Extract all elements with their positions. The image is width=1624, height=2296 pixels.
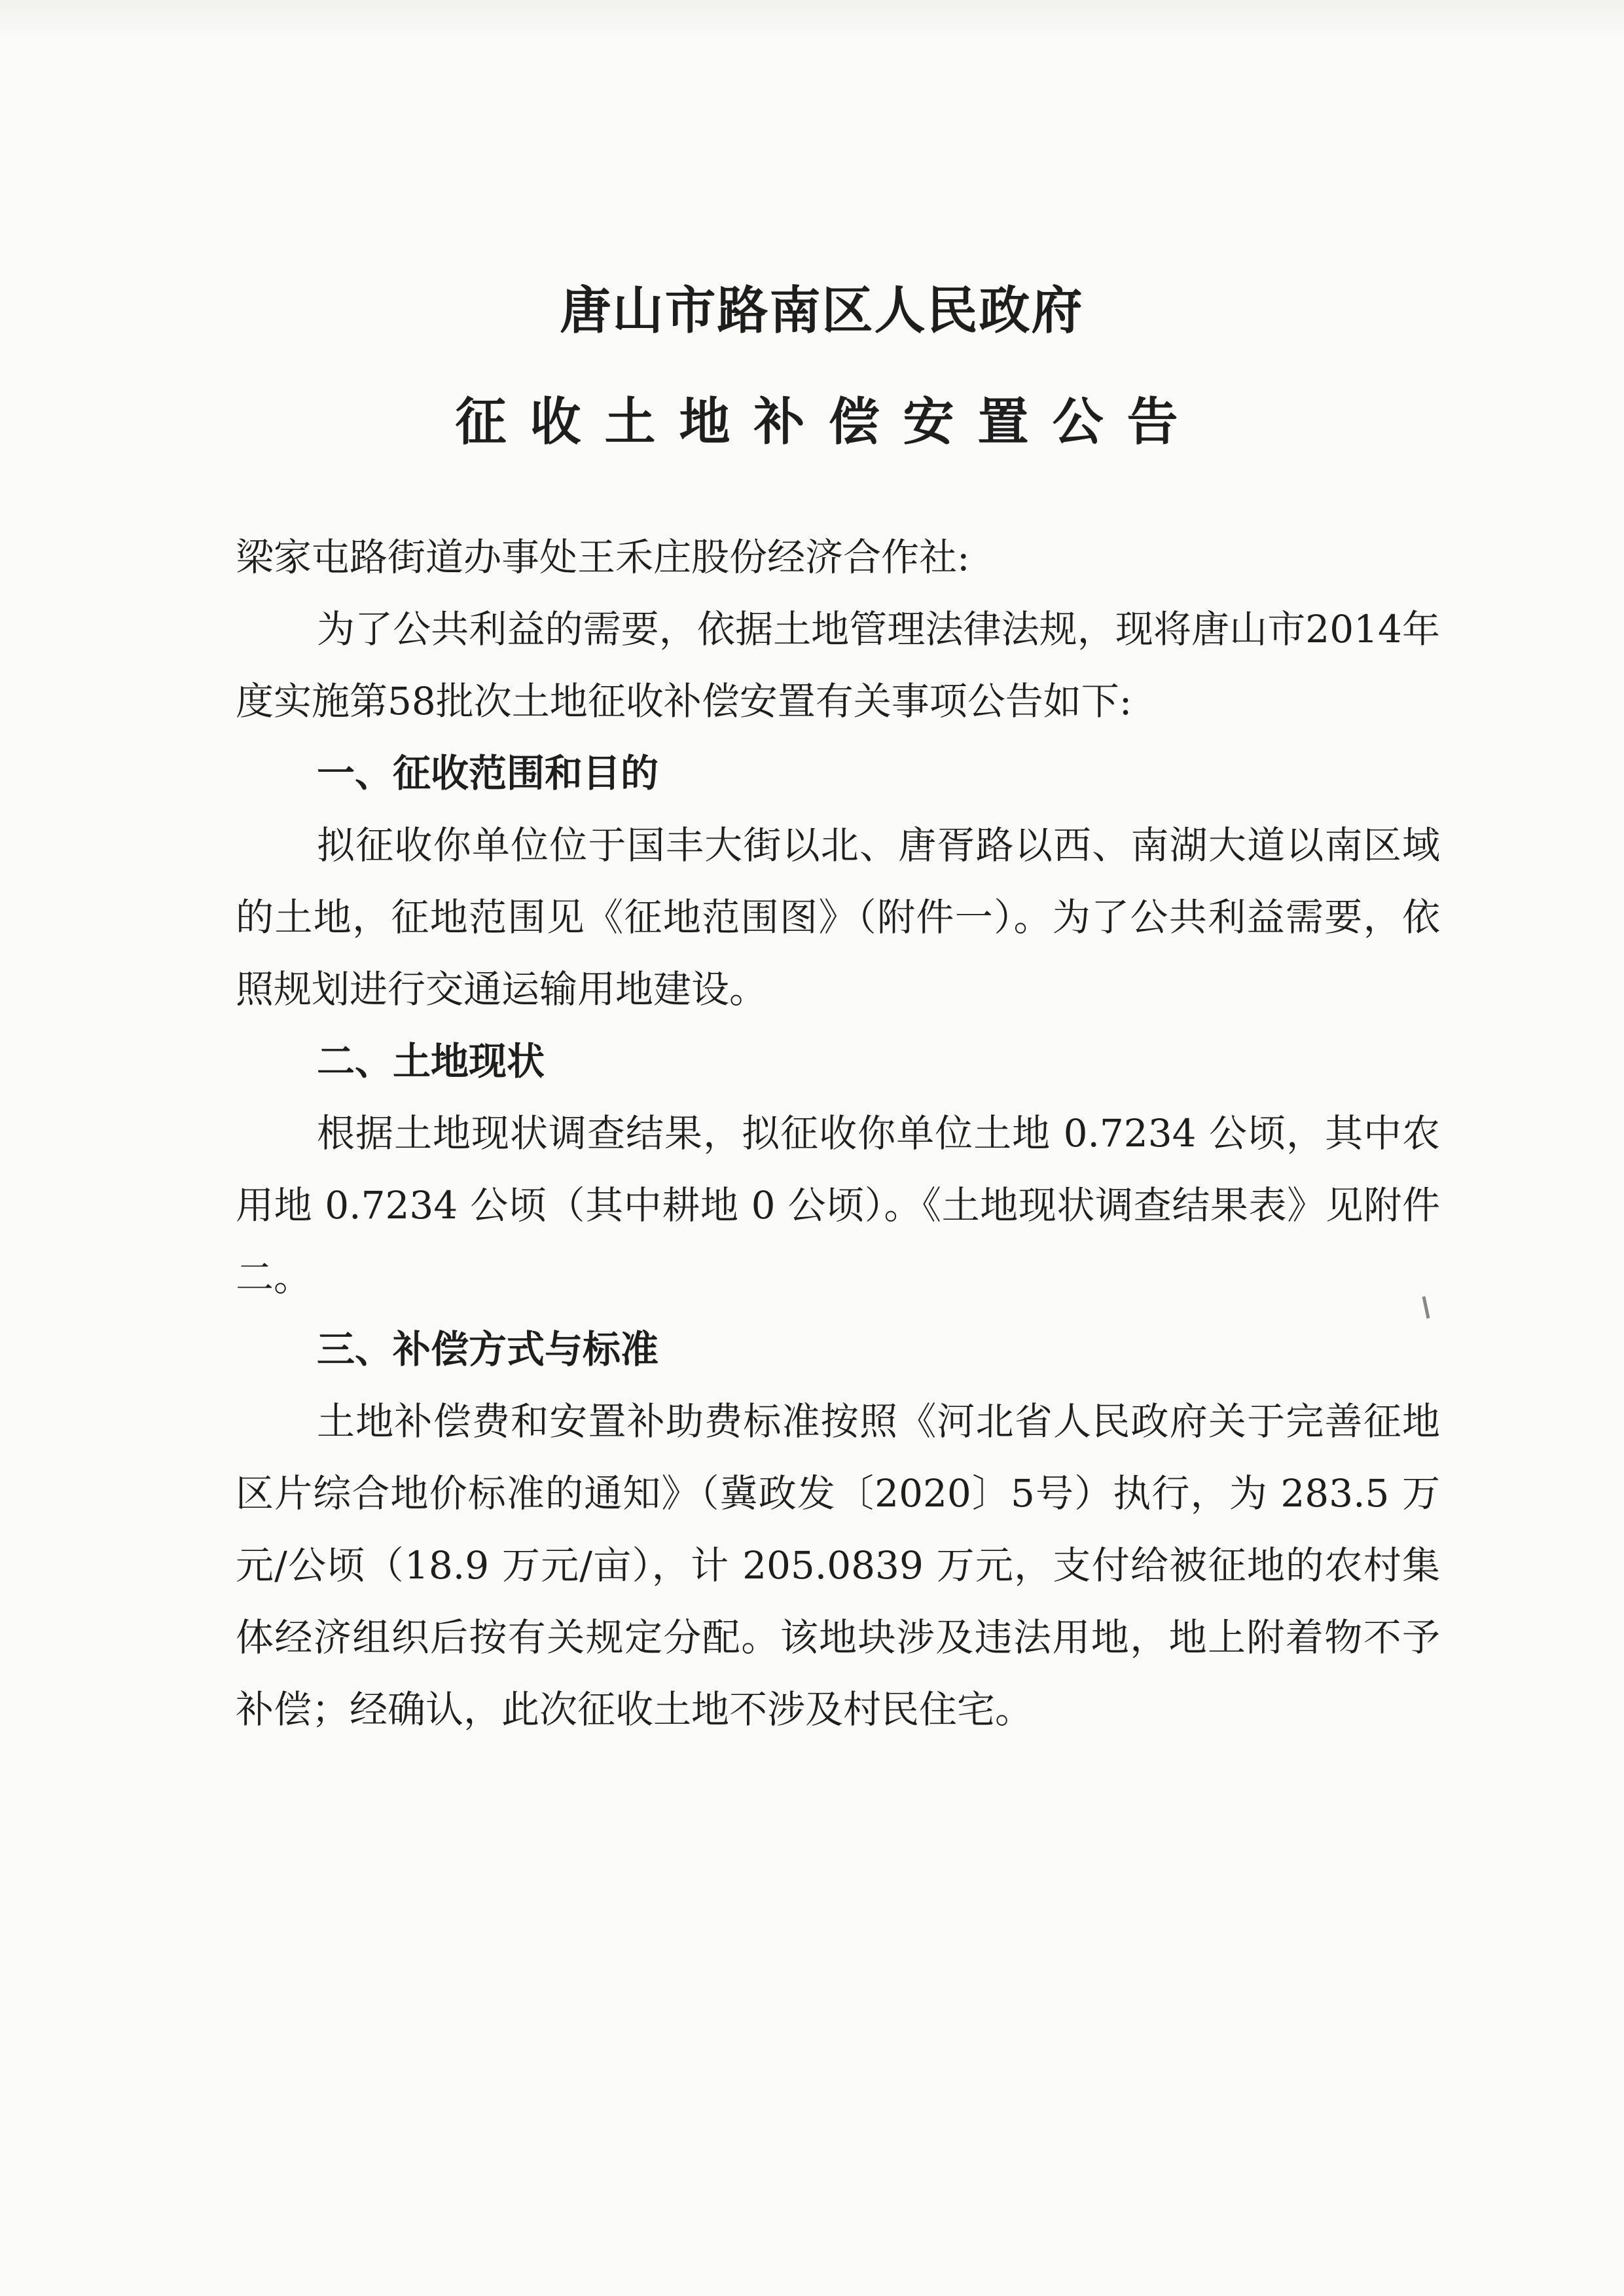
title-subject: 征收土地补偿安置公告	[455, 392, 1202, 452]
section-text-compensation: 土地补偿费和安置补助费标准按照《河北省人民政府关于完善征地区片综合地价标准的通知》（冀政发〔2020〕5号）执行，为 283.5 万元/公顷（18.9 万元/亩），计 205.0839 万元，支付给被征地的农村集体经济组织后按有关规定分配。该地块涉及违法用地，地上附着物不予补偿；经确认，此次征收土地不涉及村民住宅。	[236, 1399, 1440, 1732]
document-body	[236, 521, 1440, 1745]
scan-edge-shading	[0, 0, 1624, 39]
addressee: 梁家屯路街道办事处王禾庄股份经济合作社:	[236, 535, 970, 579]
title-issuer: 唐山市路南区人民政府	[560, 281, 1084, 340]
section-heading-status: 二、土地现状	[317, 1039, 545, 1084]
document-title	[0, 275, 1624, 458]
section-text-status: 根据土地现状调查结果，拟征收你单位土地 0.7234 公顷，其中农用地 0.7234 公顷（其中耕地 0 公顷）。《土地现状调查结果表》见附件二。	[236, 1111, 1440, 1300]
section-heading-scope: 一、征收范围和目的	[317, 751, 659, 795]
section-heading-compensation: 三、补偿方式与标准	[317, 1327, 659, 1372]
section-text-scope: 拟征收你单位位于国丰大街以北、唐胥路以西、南湖大道以南区域的土地，征地范围见《征地范围图》（附件一）。为了公共利益需要，依照规划进行交通运输用地建设。	[236, 823, 1440, 1011]
intro-paragraph: 为了公共利益的需要，依据土地管理法律法规，现将唐山市2014年度实施第58批次土地征收补偿安置有关事项公告如下:	[236, 607, 1440, 723]
